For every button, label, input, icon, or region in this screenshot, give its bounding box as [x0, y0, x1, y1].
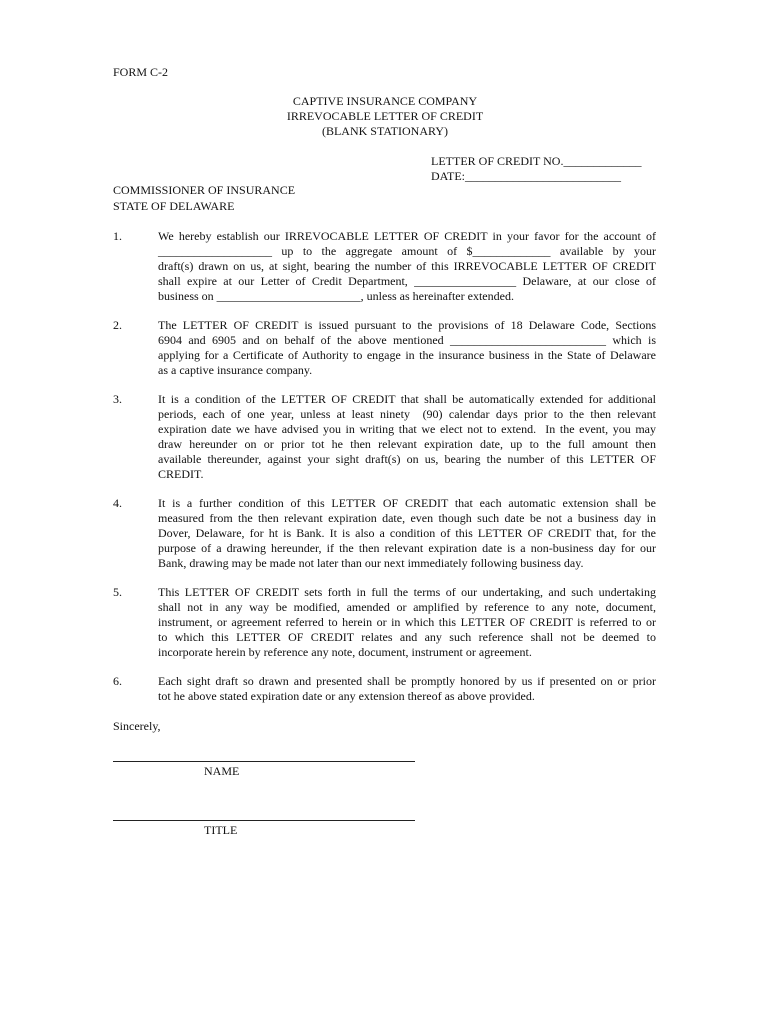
paragraph-line: CREDIT. [158, 467, 204, 481]
paragraph-line: applying for a Certificate of Authority to engage in the insurance business in the State of Delaware [158, 348, 656, 362]
paragraph-line: as a captive insurance company. [158, 363, 313, 377]
paragraph-3 [158, 392, 656, 482]
heading-line-company: CAPTIVE INSURANCE COMPANY [292, 94, 478, 108]
paragraph-line: periods, each of one year, unless at least ninety (90) calendar days prior to the then relevant [158, 407, 656, 421]
paragraph-1 [158, 229, 656, 304]
paragraph-number: 4. [113, 496, 122, 510]
paragraph-6 [158, 674, 656, 704]
paragraph-number: 5. [113, 585, 122, 599]
paragraph-line: tot he above stated expiration date or any extension thereof as above provided. [158, 689, 535, 703]
addressee-line: COMMISSIONER OF INSURANCE [113, 183, 296, 197]
paragraph-line: purpose of a drawing hereunder, if the then relevant expiration date is a non-business day for our [158, 541, 656, 555]
paragraph-line: shall expire at our Letter of Credit Department, _________________ Delaware, at our close of [158, 274, 656, 288]
paragraph-line: Bank, drawing may be made not later than our next immediately following business day. [158, 556, 584, 570]
paragraph-line: measured from the then relevant expiration date, even though such date be not a business day in [158, 511, 656, 525]
paragraph-5 [158, 585, 656, 660]
name-label: NAME [204, 764, 240, 778]
paragraph-line: Each sight draft so drawn and presented shall be promptly honored by us if presented on or prior [158, 674, 656, 688]
paragraph-line: It is a further condition of this LETTER OF CREDIT that each automatic extension shall be [158, 496, 656, 510]
paragraph-4 [158, 496, 656, 571]
closing-salutation: Sincerely, [113, 719, 161, 733]
credit-number-field[interactable]: LETTER OF CREDIT NO._____________ [431, 154, 642, 168]
heading-line-title: IRREVOCABLE LETTER OF CREDIT [286, 109, 484, 123]
paragraph-line: business on ________________________, unless as hereinafter extended. [158, 289, 514, 303]
paragraph-line: ___________________ up to the aggregate amount of $_____________ available by your [158, 244, 656, 258]
date-field[interactable]: DATE:__________________________ [431, 169, 621, 183]
paragraph-number: 3. [113, 392, 122, 406]
paragraph-2 [158, 318, 656, 378]
paragraph-line: expiration date we have advised you in writing that we elect not to extend. In the event, you may [158, 422, 656, 436]
paragraph-line: Dover, Delaware, for ht is Bank. It is also a condition of this LETTER OF CREDIT that, for the [158, 526, 656, 540]
name-signature-line[interactable] [113, 761, 415, 762]
paragraph-line: incorporate herein by reference any note, document, instrument or agreement. [158, 645, 532, 659]
paragraph-line: This LETTER OF CREDIT sets forth in full the terms of our undertaking, and such undertaking [158, 585, 656, 599]
form-id: FORM C-2 [113, 65, 169, 79]
paragraph-number: 2. [113, 318, 122, 332]
addressee-line: STATE OF DELAWARE [113, 199, 235, 213]
paragraph-line: 6904 and 6905 and on behalf of the above mentioned __________________________ which is [158, 333, 656, 347]
paragraph-number: 6. [113, 674, 122, 688]
paragraph-line: instrument, or agreement referred to herein or in which this LETTER OF CREDIT is referred to or [158, 615, 656, 629]
paragraph-line: It is a condition of the LETTER OF CREDIT that shall be automatically extended for additional [158, 392, 656, 406]
paragraph-number: 1. [113, 229, 122, 243]
paragraph-line: to which this LETTER OF CREDIT relates and any such reference shall not be deemed to [158, 630, 656, 644]
paragraph-line: shall not in any way be modified, amended or amplified by reference to any note, document, [158, 600, 656, 614]
paragraph-line: We hereby establish our IRREVOCABLE LETTER OF CREDIT in your favor for the account of [158, 229, 656, 243]
title-label: TITLE [204, 823, 238, 837]
paragraph-line: draft(s) drawn on us, at sight, bearing the number of this IRREVOCABLE LETTER OF CREDIT [158, 259, 656, 273]
heading-line-subtitle: (BLANK STATIONARY) [321, 124, 449, 138]
paragraph-line: draw hereunder on or prior tot he then relevant expiration date, up to the full amount then [158, 437, 656, 451]
paragraph-line: The LETTER OF CREDIT is issued pursuant to the provisions of 18 Delaware Code, Sections [158, 318, 656, 332]
title-signature-line[interactable] [113, 820, 415, 821]
paragraph-line: available thereunder, against your sight draft(s) on us, bearing the number of this LETTER OF [158, 452, 656, 466]
